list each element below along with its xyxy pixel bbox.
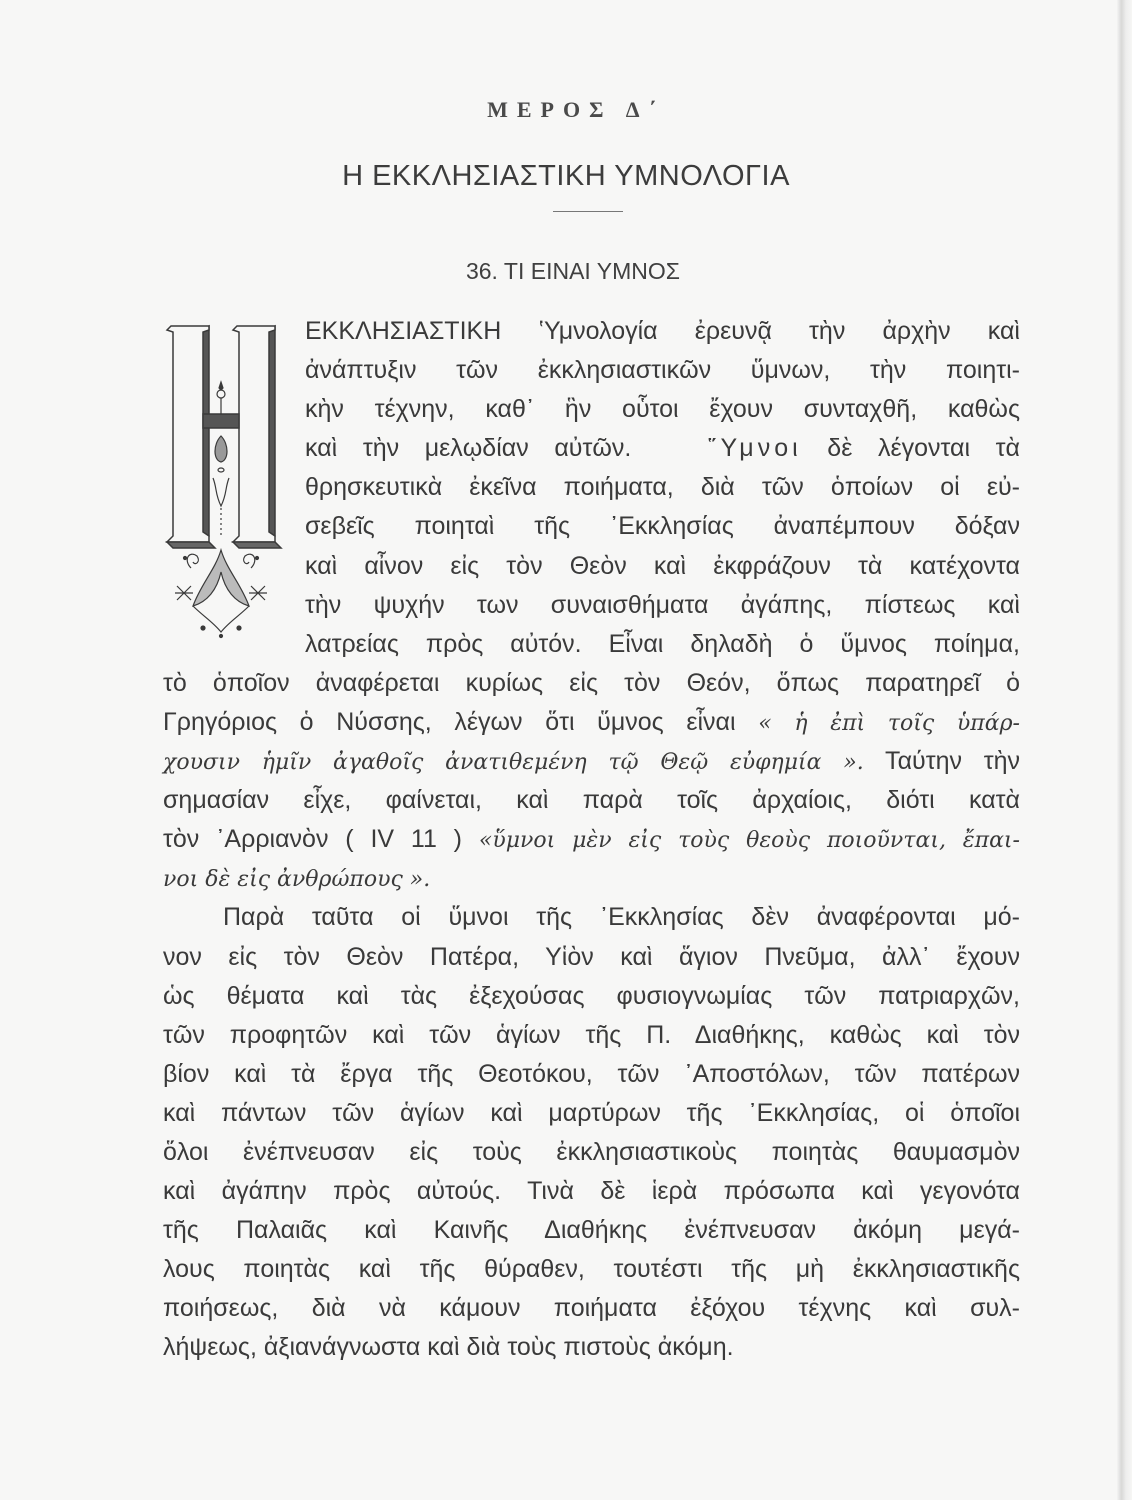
- text-fragment: Γρηγόριος ὁ Νύσσης, λέγων ὅτι ὕμνος εἶναι: [163, 707, 736, 736]
- text-line: Παρὰ ταῦτα οἱ ὕμνοι τῆς ᾽Εκκλησίας δὲν ἀναφέρονται μό-: [223, 903, 1020, 932]
- text-line: ὅλοι ἐνέπνευσαν εἰς τοὺς ἐκκλησιαστικοὺς ποιητὰς θαυμασμὸν: [163, 1137, 1020, 1166]
- text-fragment: Ταύτην τὴν: [885, 747, 1020, 776]
- text-line: ποιήσεως, διὰ νὰ κάμουν ποιήματα ἐξόχου τέχνης καὶ συλ-: [163, 1294, 1020, 1323]
- text-line: τὴν ψυχήν των συναισθήματα ἀγάπης, πίστεως καὶ: [305, 590, 1020, 619]
- text-line: [305, 429, 1020, 468]
- text-fragment: καὶ τὴν μελῳδίαν αὐτῶν.: [305, 434, 632, 463]
- text-line: [163, 820, 1020, 859]
- text-line: καὶ ἀγάπην πρὸς αὐτούς. Τινὰ δὲ ἱερὰ πρόσωπα καὶ γεγονότα: [163, 1177, 1020, 1206]
- body-text: [163, 312, 1020, 1368]
- title-divider: [553, 211, 623, 212]
- text-line: ΕΚΚΛΗΣΙΑΣΤΙΚΗ ʽΥμνολογία ἐρευνᾷ τὴν ἀρχὴν καὶ: [305, 317, 1020, 345]
- text-line: βίον καὶ τὰ ἔργα τῆς Θεοτόκου, τῶν ᾽Αποστόλων, τῶν πατέρων: [163, 1059, 1020, 1088]
- quote-gregory: « ἡ ἐπὶ τοῖς ὑπάρ-: [758, 710, 1020, 736]
- text-line: ὡς θέματα καὶ τὰς ἐξεχούσας φυσιογνωμίας τῶν πατριαρχῶν,: [163, 981, 1020, 1010]
- section-title: Η ΕΚΚΛΗΣΙΑΣΤΙΚΗ ΥΜΝΟΛΟΓΙΑ: [342, 160, 790, 192]
- text-line: λήψεως, ἀξιανάγνωστα καὶ διὰ τοὺς πιστοὺς ἀκόμη.: [163, 1333, 734, 1362]
- text-line: σεβεῖς ποιηταὶ τῆς ᾽Εκκλησίας ἀναπέμπουν δόξαν: [305, 512, 1020, 541]
- text-line: νον εἰς τὸν Θεὸν Πατέρα, Υἱὸν καὶ ἅγιον Πνεῦμα, ἀλλ᾽ ἔχουν: [163, 942, 1020, 971]
- text-line: καὶ αἶνον εἰς τὸν Θεὸν καὶ ἐκφράζουν τὰ κατέχοντα: [305, 551, 1020, 580]
- text-line: ἀνάπτυξιν τῶν ἐκκλησιαστικῶν ὕμνων, τὴν ποιητι-: [305, 356, 1020, 385]
- text-line: [163, 859, 1020, 898]
- text-line: [163, 703, 1020, 742]
- page-edge-shadow: [1117, 0, 1132, 1500]
- text-line: σημασίαν εἶχε, φαίνεται, καὶ παρὰ τοῖς ἀρχαίοις, διότι κατὰ: [163, 786, 1020, 815]
- text-line: τὸ ὁποῖον ἀναφέρεται κυρίως εἰς τὸν Θεόν, ὅπως παρατηρεῖ ὁ: [163, 668, 1020, 697]
- text-line: τῶν προφητῶν καὶ τῶν ἁγίων τῆς Π. Διαθήκης, καθὼς καὶ τὸν: [163, 1020, 1020, 1049]
- chapter-title: 36. ΤΙ ΕΙΝΑΙ ΥΜΝΟΣ: [465, 258, 681, 284]
- text-line: τῆς Παλαιᾶς καὶ Καινῆς Διαθήκης ἐνέπνευσαν ἀκόμη μεγά-: [163, 1216, 1020, 1245]
- text-fragment: τὸν ᾽Αρριανὸν ( IV 11 ): [163, 825, 463, 854]
- quote-gregory: χουσιν ἡμῖν ἀγαθοῖς ἀνατιθεμένη τῷ Θεῷ εὐφημία ».: [163, 750, 864, 776]
- quote-arrian: νοι δὲ εἰς ἀνθρώπους ».: [163, 867, 431, 893]
- text-line: [163, 742, 1020, 781]
- quote-arrian: «ὕμνοι μὲν εἰς τοὺς θεοὺς ποιοῦνται, ἔπαι-: [478, 828, 1020, 854]
- text-line: λους ποιητὰς καὶ τῆς θύραθεν, τουτέστι τῆς μὴ ἐκκλησιαστικῆς: [163, 1255, 1020, 1284]
- paragraph-1: [163, 312, 1020, 898]
- text-line: λατρείας πρὸς αὐτόν. Εἶναι δηλαδὴ ὁ ὕμνος ποίημα,: [305, 629, 1020, 658]
- text-line: θρησκευτικὰ ἐκεῖνα ποιήματα, διὰ τῶν ὁποίων οἱ εὐ-: [305, 473, 1020, 502]
- paragraph-2: [163, 898, 1020, 1367]
- emphasized-word: ῞Υμνοι: [708, 434, 802, 463]
- text-line: κὴν τέχνην, καθ᾽ ἣν οὗτοι ἔχουν συνταχθῆ, καθὼς: [305, 395, 1020, 424]
- text-fragment: δὲ λέγονται τὰ: [827, 434, 1020, 463]
- text-line: καὶ πάντων τῶν ἁγίων καὶ μαρτύρων τῆς ᾽Εκκλησίας, οἱ ὁποῖοι: [163, 1098, 1020, 1127]
- part-title: ΜΕΡΟΣ Δ΄: [487, 97, 665, 122]
